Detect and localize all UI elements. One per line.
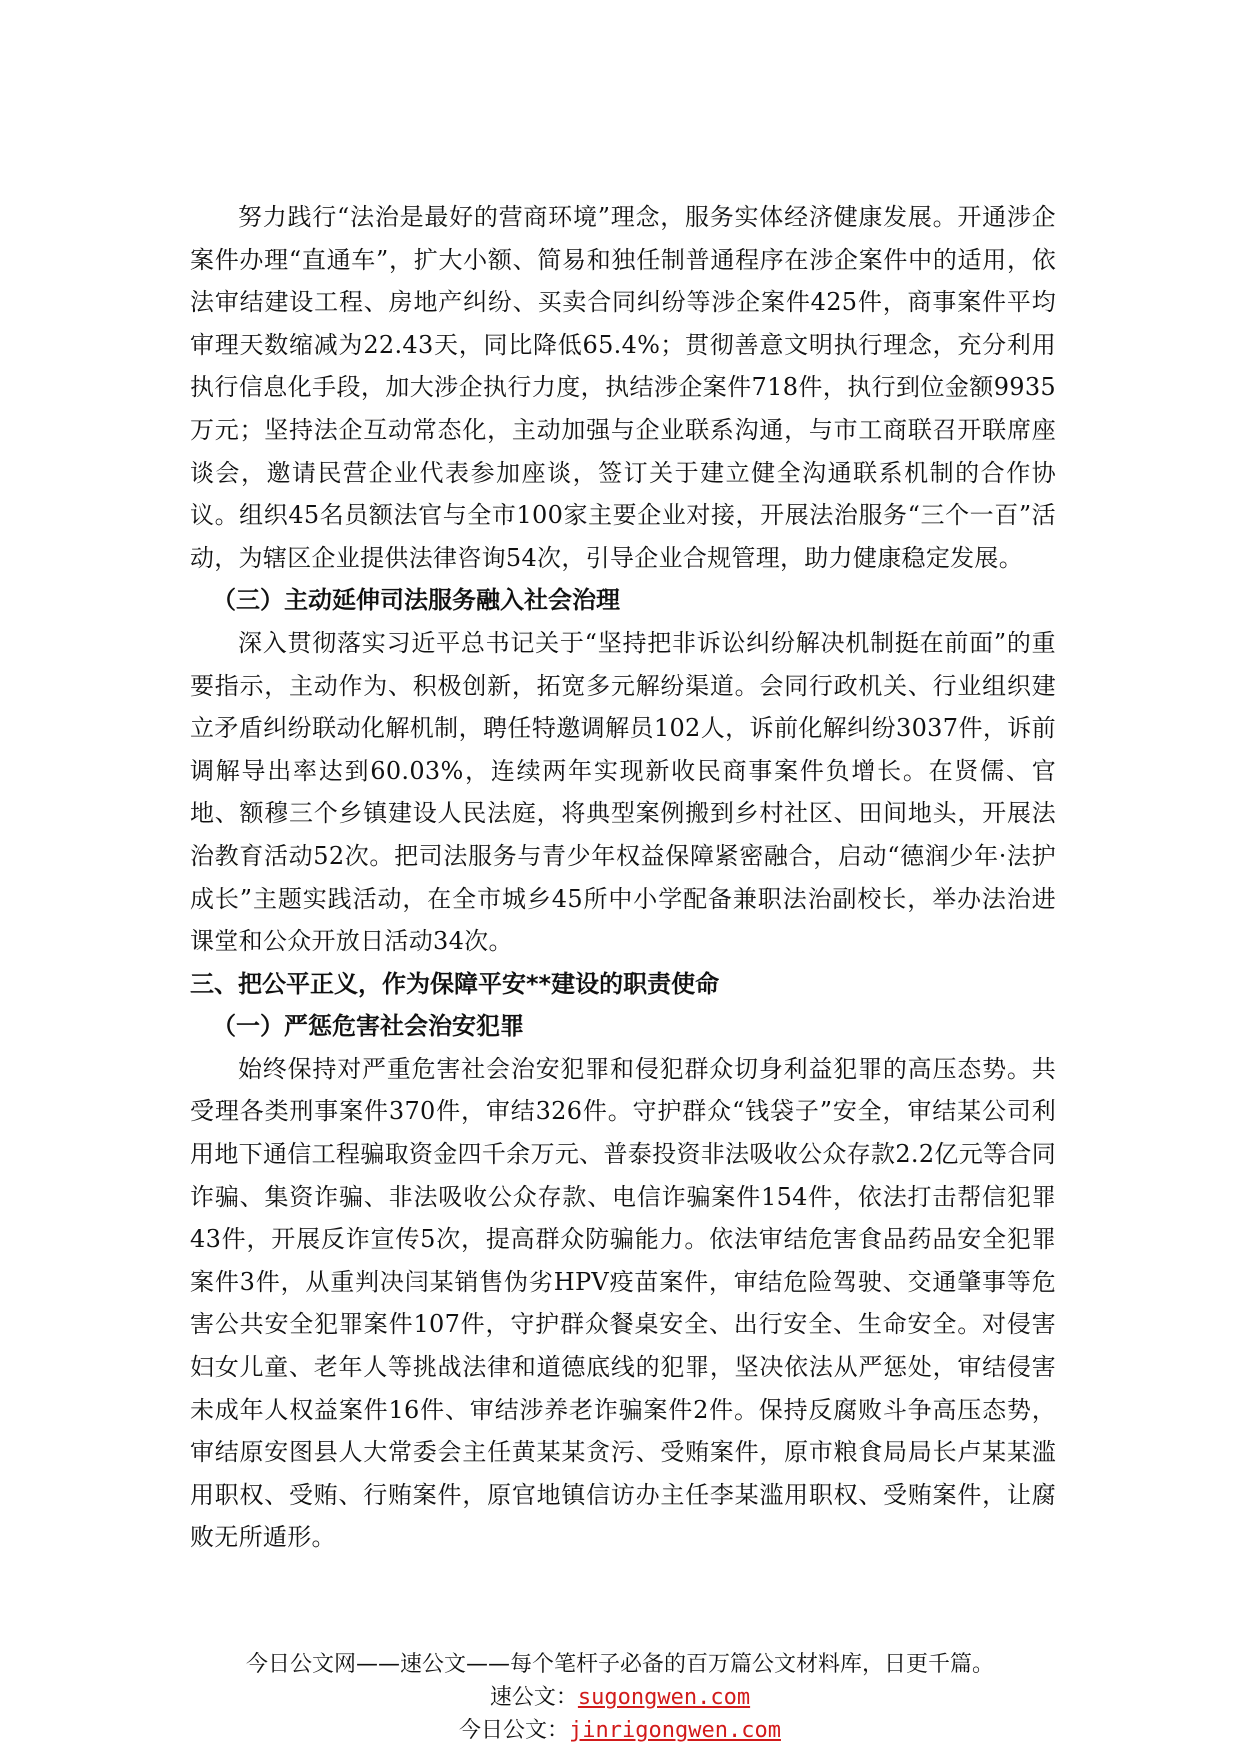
paragraph-criminal-cases: 始终保持对严重危害社会治安犯罪和侵犯群众切身利益犯罪的高压态势。共受理各类刑事案件370件，审结326件。守护群众“钱袋子”安全，审结某公司利用地下通信工程骗取资金四千余万元、普泰投资非法吸收公众存款2.2亿元等合同诈骗、集资诈骗、非法吸收公众存款、电信诈骗案件154件，依法打击帮信犯罪43件，开展反诈宣传5次，提高群众防骗能力。依法审结危害食品药品安全犯罪案件3件，从重判决闫某销售伪劣HPV疫苗案件，审结危险驾驶、交通肇事等危害公共安全犯罪案件107件，守护群众餐桌安全、出行安全、生命安全。对侵害妇女儿童、老年人等挑战法律和道德底线的犯罪，坚决依法从严惩处，审结侵害未成年人权益案件16件、审结涉养老诈骗案件2件。保持反腐败斗争高压态势，审结原安图县人大常委会主任黄某某贪污、受贿案件，原市粮食局局长卢某某滥用职权、受贿、行贿案件，原官地镇信访办主任李某滥用职权、受贿案件，让腐败无所遁形。	[190, 1054, 1056, 1552]
footer-label-2: 今日公文：	[459, 1718, 570, 1743]
subheading-social-governance: （三）主动延伸司法服务融入社会治理	[212, 586, 620, 615]
footer-link-row-2	[0, 1714, 1240, 1747]
footer-link-jinrigongwen[interactable]: jinrigongwen.com	[569, 1718, 781, 1743]
footer	[0, 1648, 1240, 1747]
paragraph-dispute-resolution: 深入贯彻落实习近平总书记关于“坚持把非诉讼纠纷解决机制挺在前面”的重要指示，主动作为、积极创新，拓宽多元解纷渠道。会同行政机关、行业组织建立矛盾纠纷联动化解机制，聘任特邀调解员102人，诉前化解纠纷3037件，诉前调解导出率达到60.03%，连续两年实现新收民商事案件负增长。在贤儒、官地、额穆三个乡镇建设人民法庭，将典型案例搬到乡村社区、田间地头，开展法治教育活动52次。把司法服务与青少年权益保障紧密融合，启动“德润少年·法护成长”主题实践活动，在全市城乡45所中小学配备兼职法治副校长，举办法治进课堂和公众开放日活动34次。	[190, 628, 1056, 956]
section-heading-justice: 三、把公平正义，作为保障平安**建设的职责使命	[190, 969, 720, 998]
footer-tagline: 今日公文网——速公文——每个笔杆子必备的百万篇公文材料库，日更千篇。	[245, 1652, 994, 1677]
footer-label-1: 速公文：	[489, 1685, 578, 1710]
document-body	[190, 196, 1056, 1559]
subheading-crime-punishment: （一）严惩危害社会治安犯罪	[212, 1012, 524, 1041]
footer-link-row-1	[0, 1681, 1240, 1714]
paragraph-business-environment: 努力践行“法治是最好的营商环境”理念，服务实体经济健康发展。开通涉企案件办理“直通车”，扩大小额、简易和独任制普通程序在涉企案件中的适用，依法审结建设工程、房地产纠纷、买卖合同纠纷等涉企案件425件，商事案件平均审理天数缩减为22.43天，同比降低65.4%；贯彻善意文明执行理念，充分利用执行信息化手段，加大涉企执行力度，执结涉企案件718件，执行到位金额9935万元；坚持法企互动常态化，主动加强与企业联系沟通，与市工商联召开联席座谈会，邀请民营企业代表参加座谈，签订关于建立健全沟通联系机制的合作协议。组织45名员额法官与全市100家主要企业对接，开展法治服务“三个一百”活动，为辖区企业提供法律咨询54次，引导企业合规管理，助力健康稳定发展。	[190, 203, 1056, 572]
footer-link-sugongwen[interactable]: sugongwen.com	[577, 1685, 751, 1710]
